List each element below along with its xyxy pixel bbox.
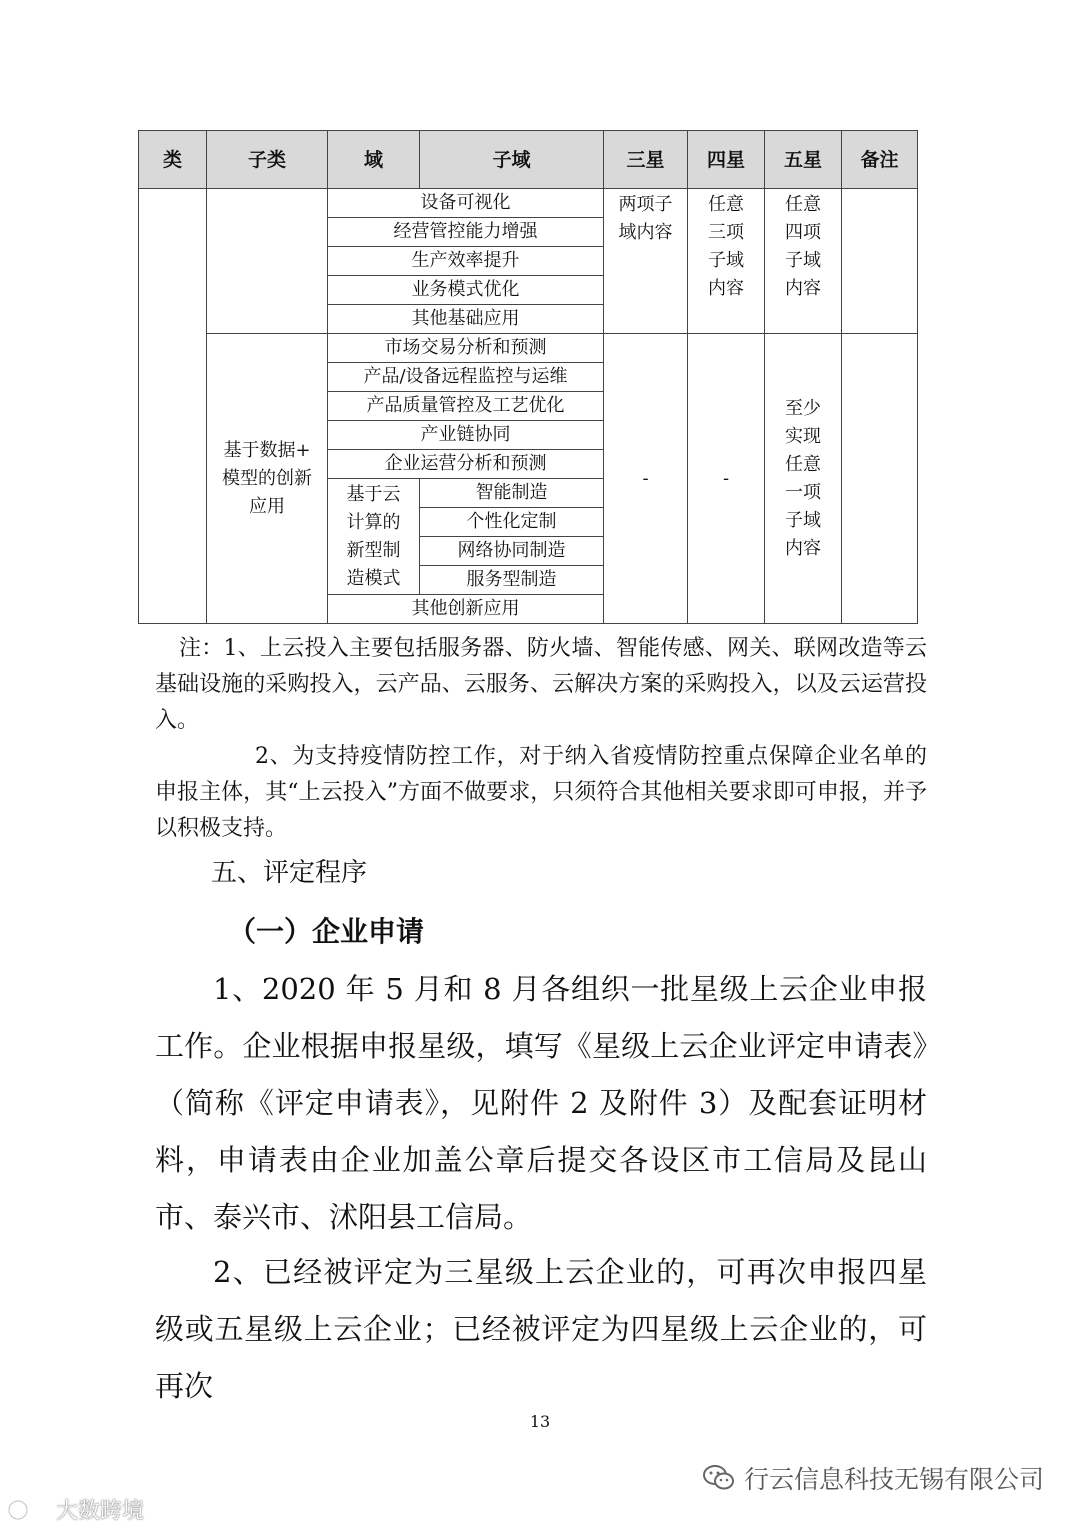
subdomain-cell: 智能制造 xyxy=(420,479,604,508)
wechat-icon xyxy=(702,1464,736,1492)
subdomain-cell: 设备可视化 xyxy=(328,189,604,218)
subdomain-cell: 产品/设备远程监控与运维 xyxy=(328,363,604,392)
header-category: 类 xyxy=(139,131,207,189)
three-star-cell-1: 两项子 域内容 xyxy=(604,189,688,334)
subdomain-cell: 业务模式优化 xyxy=(328,276,604,305)
subdomain-cell: 生产效率提升 xyxy=(328,247,604,276)
header-remarks: 备注 xyxy=(842,131,918,189)
subdomain-cell: 市场交易分析和预测 xyxy=(328,334,604,363)
note-2: 2、为支持疫情防控工作，对于纳入省疫情防控重点保障企业名单的申报主体，其“上云投入”方面不做要求，只须符合其他相关要求即可申报，并予以积极支持。 xyxy=(155,744,927,841)
logo-icon xyxy=(6,1497,50,1523)
subdomain-cell: 个性化定制 xyxy=(420,508,604,537)
source-watermark xyxy=(6,1494,144,1525)
subsection-title: （一）企业申请 xyxy=(228,915,425,948)
wechat-watermark xyxy=(702,1460,1044,1496)
category-cell xyxy=(139,189,207,624)
header-five-star: 五星 xyxy=(765,131,842,189)
watermark-right-text: 行云信息科技无锡有限公司 xyxy=(743,1465,1044,1494)
section-title: 五、评定程序 xyxy=(211,858,368,888)
header-four-star: 四星 xyxy=(688,131,765,189)
table-row xyxy=(139,189,918,218)
subdomain-cell: 其他创新应用 xyxy=(328,595,604,624)
header-domain: 域 xyxy=(328,131,420,189)
subdomain-cell: 其他基础应用 xyxy=(328,305,604,334)
header-three-star: 三星 xyxy=(604,131,688,189)
five-star-cell-2: 至少 实现 任意 一项 子域 内容 xyxy=(765,334,842,624)
subcategory-cell-1 xyxy=(207,189,328,334)
remarks-cell-2 xyxy=(842,334,918,624)
remarks-cell-1 xyxy=(842,189,918,334)
watermark-left-text: 大数跨境 xyxy=(56,1499,145,1524)
page-number: 13 xyxy=(529,1412,551,1431)
paragraph-2: 2、已经被评定为三星级上云企业的，可再次申报四星级或五星级上云企业；已经被评定为四星级上云企业的，可再次 xyxy=(155,1255,927,1403)
five-star-cell-1: 任意 四项 子域 内容 xyxy=(765,189,842,334)
four-star-cell-1: 任意 三项 子域 内容 xyxy=(688,189,765,334)
three-star-cell-2: - xyxy=(604,334,688,624)
note-1: 注：1、上云投入主要包括服务器、防火墙、智能传感、网关、联网改造等云基础设施的采购投入，云产品、云服务、云解决方案的采购投入，以及云运营投入。 xyxy=(155,636,927,733)
paragraph-1: 1、2020 年 5 月和 8 月各组织一批星级上云企业申报工作。企业根据申报星级，填写《星级上云企业评定申请表》（简称《评定申请表》，见附件 2 及附件 3）及配套证明材料，申请表由企业加盖公章后提交各设区市工信局及昆山市、泰兴市、沭阳县工信局。 xyxy=(155,972,927,1234)
header-subcategory: 子类 xyxy=(207,131,328,189)
subdomain-cell: 企业运营分析和预测 xyxy=(328,450,604,479)
subdomain-cell: 经营管控能力增强 xyxy=(328,218,604,247)
header-subdomain: 子域 xyxy=(420,131,604,189)
standards-table xyxy=(138,130,918,624)
subdomain-cell: 网络协同制造 xyxy=(420,537,604,566)
table-header-row xyxy=(139,131,918,189)
subdomain-cell: 产业链协同 xyxy=(328,421,604,450)
table-row xyxy=(139,334,918,363)
subdomain-cell: 产品质量管控及工艺优化 xyxy=(328,392,604,421)
four-star-cell-2: - xyxy=(688,334,765,624)
subdomain-cell: 服务型制造 xyxy=(420,566,604,595)
cloud-domain-cell: 基于云 计算的 新型制 造模式 xyxy=(328,479,420,595)
subcategory-cell-2: 基于数据+ 模型的创新 应用 xyxy=(207,334,328,624)
